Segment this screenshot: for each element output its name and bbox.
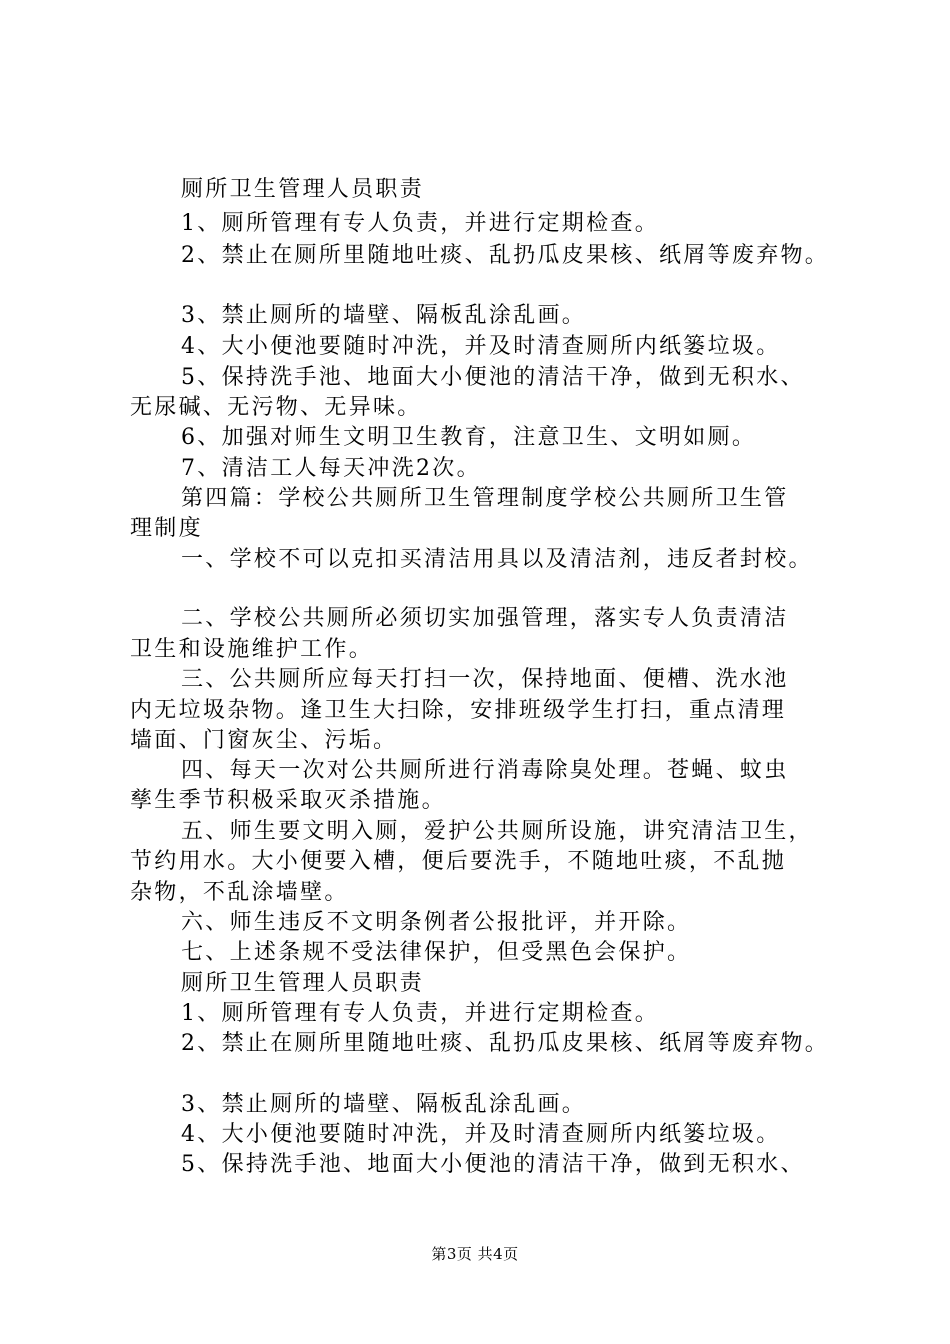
text-line: 五、师生要文明入厕，爱护公共厕所设施，讲究清洁卫生， xyxy=(181,819,813,844)
text-line: 3、禁止厕所的墙壁、隔板乱涂乱画。 xyxy=(181,1092,587,1117)
text-line: 卫生和设施维护工作。 xyxy=(130,637,374,662)
text-line: 4、大小便池要随时冲洗，并及时清查厕所内纸篓垃圾。 xyxy=(181,334,781,359)
text-line: 6、加强对师生文明卫生教育，注意卫生、文明如厕。 xyxy=(181,425,757,450)
text-line: 厕所卫生管理人员职责 xyxy=(181,177,425,202)
text-line: 七、上述条规不受法律保护，但受黑色会保护。 xyxy=(181,940,692,965)
text-line: 4、大小便池要随时冲洗，并及时清查厕所内纸篓垃圾。 xyxy=(181,1122,781,1147)
text-line: 一、学校不可以克扣买清洁用具以及清洁剂，违反者封校。 xyxy=(181,547,813,572)
text-line: 内无垃圾杂物。逢卫生大扫除，安排班级学生打扫，重点清理 xyxy=(130,698,787,723)
text-line: 2、禁止在厕所里随地吐痰、乱扔瓜皮果核、纸屑等废弃物。 xyxy=(181,1031,830,1056)
text-line: 5、保持洗手池、地面大小便池的清洁干净，做到无积水、 xyxy=(181,365,805,390)
text-line: 理制度 xyxy=(130,516,203,541)
text-line: 2、禁止在厕所里随地吐痰、乱扔瓜皮果核、纸屑等废弃物。 xyxy=(181,243,830,268)
text-line: 杂物，不乱涂墙壁。 xyxy=(130,880,349,905)
page-number-footer: 第3页 共4页 xyxy=(431,1245,519,1263)
text-line: 墙面、门窗灰尘、污垢。 xyxy=(130,728,398,753)
text-line: 第四篇：学校公共厕所卫生管理制度学校公共厕所卫生管 xyxy=(181,486,789,511)
text-line: 三、公共厕所应每天打扫一次，保持地面、便槽、洗水池 xyxy=(181,667,789,692)
text-line: 5、保持洗手池、地面大小便池的清洁干净，做到无积水、 xyxy=(181,1152,805,1177)
text-line: 7、清洁工人每天冲洗2次。 xyxy=(181,456,481,481)
text-line: 1、厕所管理有专人负责，并进行定期检查。 xyxy=(181,1001,659,1026)
text-line: 六、师生违反不文明条例者公报批评，并开除。 xyxy=(181,910,692,935)
text-line: 节约用水。大小便要入槽，便后要洗手，不随地吐痰，不乱抛 xyxy=(130,849,787,874)
text-line: 无尿碱、无污物、无异味。 xyxy=(130,395,422,420)
text-line: 四、每天一次对公共厕所进行消毒除臭处理。苍蝇、蚊虫 xyxy=(181,758,789,783)
text-line: 1、厕所管理有专人负责，并进行定期检查。 xyxy=(181,211,659,236)
text-line: 3、禁止厕所的墙壁、隔板乱涂乱画。 xyxy=(181,303,587,328)
text-line: 孳生季节积极采取灭杀措施。 xyxy=(130,788,446,813)
text-line: 二、学校公共厕所必须切实加强管理，落实专人负责清洁 xyxy=(181,606,789,631)
text-line: 厕所卫生管理人员职责 xyxy=(181,971,425,996)
